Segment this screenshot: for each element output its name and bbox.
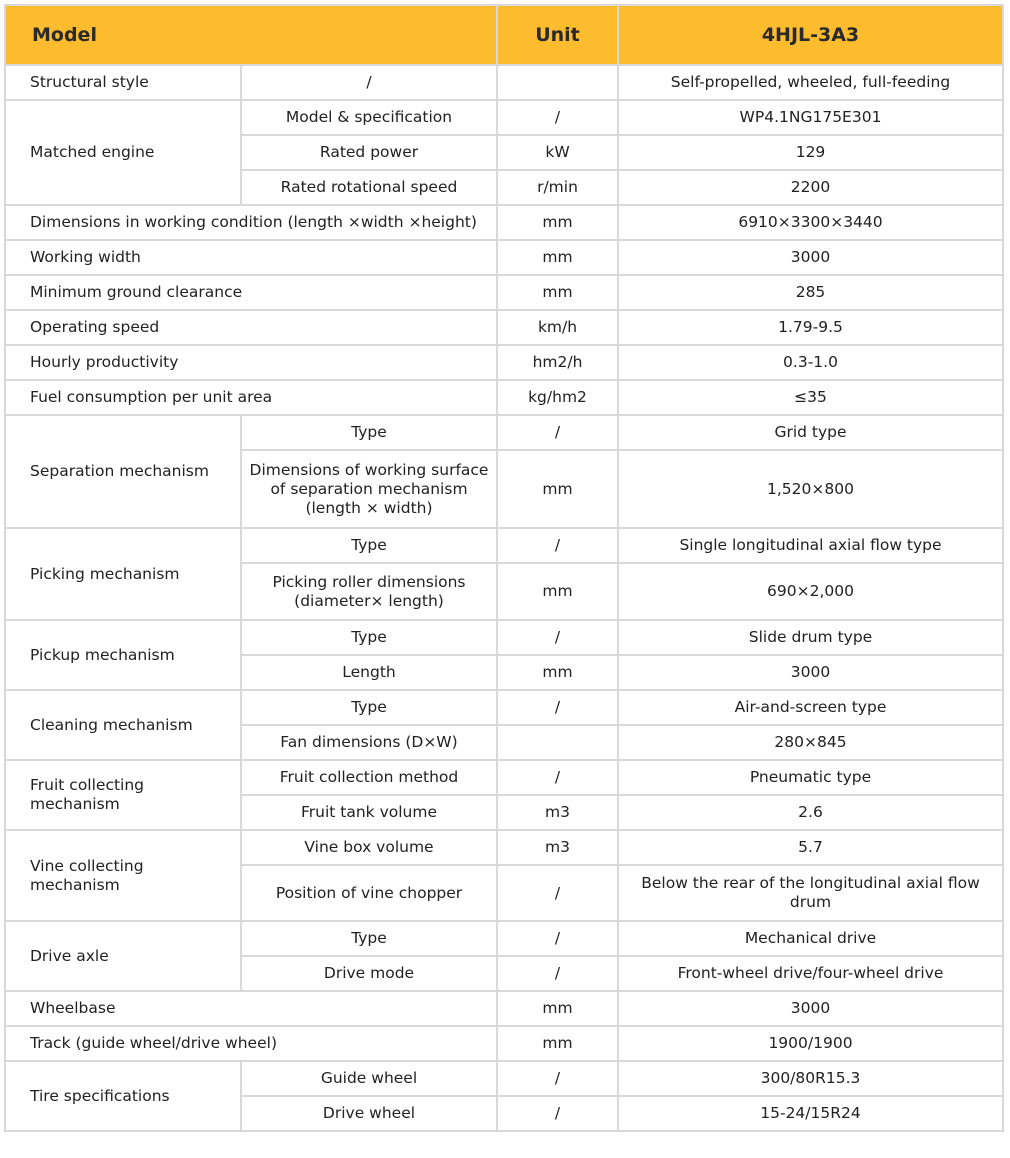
table-row xyxy=(5,275,1003,310)
row-unit: hm2/h xyxy=(497,345,618,380)
table-row xyxy=(5,830,1003,865)
model-value-header: 4HJL-3A3 xyxy=(618,5,1003,65)
table-row xyxy=(5,415,1003,450)
row-sub-label: Drive wheel xyxy=(241,1096,497,1131)
row-value: 1,520×800 xyxy=(618,450,1003,528)
row-label: Track (guide wheel/drive wheel) xyxy=(5,1026,497,1061)
row-value: 15-24/15R24 xyxy=(618,1096,1003,1131)
row-unit: / xyxy=(497,1096,618,1131)
row-label: Working width xyxy=(5,240,497,275)
table-row xyxy=(5,921,1003,956)
row-value: Air-and-screen type xyxy=(618,690,1003,725)
row-unit: / xyxy=(497,956,618,991)
group-label: Tire specifications xyxy=(5,1061,241,1131)
row-sub-label: Drive mode xyxy=(241,956,497,991)
row-value: 3000 xyxy=(618,240,1003,275)
row-unit: r/min xyxy=(497,170,618,205)
group-label: Pickup mechanism xyxy=(5,620,241,690)
row-unit: / xyxy=(497,690,618,725)
row-value: 690×2,000 xyxy=(618,563,1003,620)
row-value: Slide drum type xyxy=(618,620,1003,655)
row-value: 1.79-9.5 xyxy=(618,310,1003,345)
spec-table xyxy=(4,4,1004,1132)
row-value: Mechanical drive xyxy=(618,921,1003,956)
row-value: Self-propelled, wheeled, full-feeding xyxy=(618,65,1003,100)
table-row xyxy=(5,380,1003,415)
row-sub-label: Type xyxy=(241,528,497,563)
table-row xyxy=(5,345,1003,380)
row-sub-label: Fan dimensions (D×W) xyxy=(241,725,497,760)
row-value: 1900/1900 xyxy=(618,1026,1003,1061)
table-row xyxy=(5,1061,1003,1096)
row-label: Dimensions in working condition (length ×width ×height) xyxy=(5,205,497,240)
row-value: Front-wheel drive/four-wheel drive xyxy=(618,956,1003,991)
row-sub-label: Model & specification xyxy=(241,100,497,135)
row-value: Below the rear of the longitudinal axial flow drum xyxy=(618,865,1003,921)
table-row xyxy=(5,205,1003,240)
row-value: 3000 xyxy=(618,655,1003,690)
row-unit: mm xyxy=(497,1026,618,1061)
row-unit xyxy=(497,725,618,760)
row-unit: kW xyxy=(497,135,618,170)
row-label: Hourly productivity xyxy=(5,345,497,380)
row-sub-label: / xyxy=(241,65,497,100)
table-row xyxy=(5,65,1003,100)
row-sub-label: Rated power xyxy=(241,135,497,170)
table-row xyxy=(5,620,1003,655)
row-value: 2.6 xyxy=(618,795,1003,830)
row-sub-label: Type xyxy=(241,415,497,450)
row-unit: mm xyxy=(497,205,618,240)
row-label: Fuel consumption per unit area xyxy=(5,380,497,415)
row-unit: / xyxy=(497,620,618,655)
row-value: 0.3-1.0 xyxy=(618,345,1003,380)
row-unit xyxy=(497,65,618,100)
row-sub-label: Vine box volume xyxy=(241,830,497,865)
row-value: 300/80R15.3 xyxy=(618,1061,1003,1096)
group-label: Matched engine xyxy=(5,100,241,205)
row-sub-label: Type xyxy=(241,921,497,956)
row-unit: / xyxy=(497,528,618,563)
table-row xyxy=(5,240,1003,275)
group-label: Drive axle xyxy=(5,921,241,991)
row-sub-label: Fruit tank volume xyxy=(241,795,497,830)
row-value: Pneumatic type xyxy=(618,760,1003,795)
row-sub-label: Fruit collection method xyxy=(241,760,497,795)
row-unit: km/h xyxy=(497,310,618,345)
row-sub-label: Position of vine chopper xyxy=(241,865,497,921)
group-label: Fruit collecting mechanism xyxy=(5,760,241,830)
row-unit: mm xyxy=(497,450,618,528)
row-label: Operating speed xyxy=(5,310,497,345)
row-value: 285 xyxy=(618,275,1003,310)
group-label: Separation mechanism xyxy=(5,415,241,528)
row-unit: / xyxy=(497,100,618,135)
row-value: 5.7 xyxy=(618,830,1003,865)
table-row xyxy=(5,991,1003,1026)
row-sub-label: Dimensions of working surface of separation mechanism (length × width) xyxy=(241,450,497,528)
row-value: Single longitudinal axial flow type xyxy=(618,528,1003,563)
row-value: 6910×3300×3440 xyxy=(618,205,1003,240)
row-unit: kg/hm2 xyxy=(497,380,618,415)
row-unit: / xyxy=(497,415,618,450)
table-header-row xyxy=(5,5,1003,65)
row-unit: mm xyxy=(497,240,618,275)
row-value: WP4.1NG175E301 xyxy=(618,100,1003,135)
row-unit: mm xyxy=(497,991,618,1026)
row-sub-label: Length xyxy=(241,655,497,690)
row-sub-label: Rated rotational speed xyxy=(241,170,497,205)
table-row xyxy=(5,310,1003,345)
row-sub-label: Guide wheel xyxy=(241,1061,497,1096)
row-label: Wheelbase xyxy=(5,991,497,1026)
row-unit: / xyxy=(497,921,618,956)
row-unit: / xyxy=(497,1061,618,1096)
row-unit: / xyxy=(497,760,618,795)
unit-header: Unit xyxy=(497,5,618,65)
row-unit: m3 xyxy=(497,830,618,865)
table-row xyxy=(5,1026,1003,1061)
row-unit: mm xyxy=(497,563,618,620)
row-sub-label: Type xyxy=(241,690,497,725)
row-value: Grid type xyxy=(618,415,1003,450)
row-value: 280×845 xyxy=(618,725,1003,760)
group-label: Picking mechanism xyxy=(5,528,241,620)
row-value: 2200 xyxy=(618,170,1003,205)
table-row xyxy=(5,100,1003,135)
group-label: Cleaning mechanism xyxy=(5,690,241,760)
table-row xyxy=(5,528,1003,563)
table-row xyxy=(5,760,1003,795)
row-unit: m3 xyxy=(497,795,618,830)
model-header: Model xyxy=(5,5,497,65)
row-unit: / xyxy=(497,865,618,921)
group-label: Vine collecting mechanism xyxy=(5,830,241,921)
row-sub-label: Picking roller dimensions (diameter× length) xyxy=(241,563,497,620)
row-sub-label: Type xyxy=(241,620,497,655)
row-value: ≤35 xyxy=(618,380,1003,415)
row-unit: mm xyxy=(497,275,618,310)
row-label: Structural style xyxy=(5,65,241,100)
row-label: Minimum ground clearance xyxy=(5,275,497,310)
table-row xyxy=(5,690,1003,725)
row-unit: mm xyxy=(497,655,618,690)
row-value: 129 xyxy=(618,135,1003,170)
row-value: 3000 xyxy=(618,991,1003,1026)
